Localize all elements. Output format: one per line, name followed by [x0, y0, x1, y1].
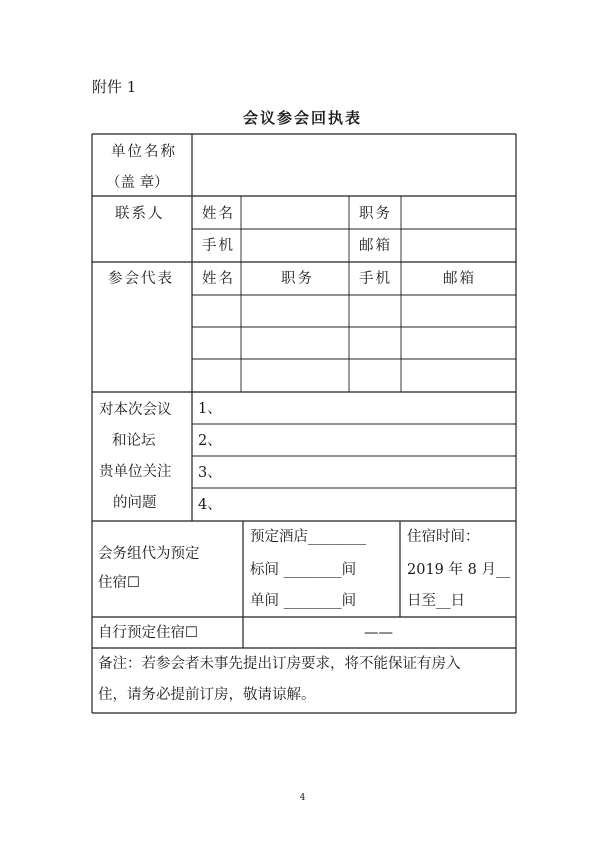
unit-name-field[interactable]: [196, 142, 512, 192]
seal-label: （盖 章）: [106, 175, 169, 191]
hotel-field[interactable]: 预定酒店________: [250, 529, 366, 545]
reps-duty-header: 职务: [281, 271, 314, 287]
concerns-label-line1: 对本次会议: [99, 402, 172, 418]
reps-email-header: 邮箱: [443, 271, 476, 287]
standard-room-field[interactable]: 标间 ________间: [250, 562, 357, 578]
contact-label: 联系人: [115, 206, 165, 222]
contact-email-label: 邮箱: [359, 238, 392, 254]
stay-time-end[interactable]: 日至__日: [407, 593, 465, 609]
contact-phone-label: 手机: [202, 238, 235, 254]
contact-email-field[interactable]: [405, 232, 512, 259]
remark-line2: 住，请务必提前订房，敬请谅解。: [98, 687, 316, 703]
remark-line1: 备注：若参会者未事先提出订房要求，将不能保证有房入: [98, 656, 461, 672]
unit-name-label: 单位名称: [111, 144, 177, 160]
self-booking-checkbox[interactable]: 自行预定住宿☐: [98, 625, 198, 641]
concern-item-2[interactable]: 2、: [198, 433, 222, 449]
contact-phone-field[interactable]: [245, 232, 345, 259]
page-number: 4: [299, 793, 306, 803]
contact-duty-field[interactable]: [405, 199, 512, 226]
stay-time-label: 住宿时间：: [407, 529, 480, 545]
booking-label: 会务组代为预定: [98, 546, 200, 562]
concern-item-1[interactable]: 1、: [198, 401, 222, 417]
reps-phone-header: 手机: [359, 271, 392, 287]
booking-checkbox[interactable]: 住宿☐: [98, 575, 140, 591]
concern-item-4[interactable]: 4、: [198, 497, 222, 513]
concern-item-3[interactable]: 3、: [198, 465, 222, 481]
form-title: 会议参会回执表: [242, 109, 362, 127]
attachment-label: 附件 1: [92, 78, 137, 96]
reps-name-header: 姓名: [202, 271, 235, 287]
self-booking-value: ——: [364, 625, 393, 641]
contact-name-field[interactable]: [245, 199, 345, 226]
single-room-field[interactable]: 单间 ________间: [250, 593, 357, 609]
reps-label: 参会代表: [108, 271, 174, 287]
concerns-label-line4: 的问题: [113, 495, 157, 511]
stay-time-start[interactable]: 2019 年 8 月__: [407, 562, 511, 578]
concerns-label-line3: 贵单位关注: [99, 464, 172, 480]
concerns-label-line2: 和论坛: [112, 433, 156, 449]
contact-name-label: 姓名: [202, 206, 235, 222]
contact-duty-label: 职务: [359, 206, 392, 222]
